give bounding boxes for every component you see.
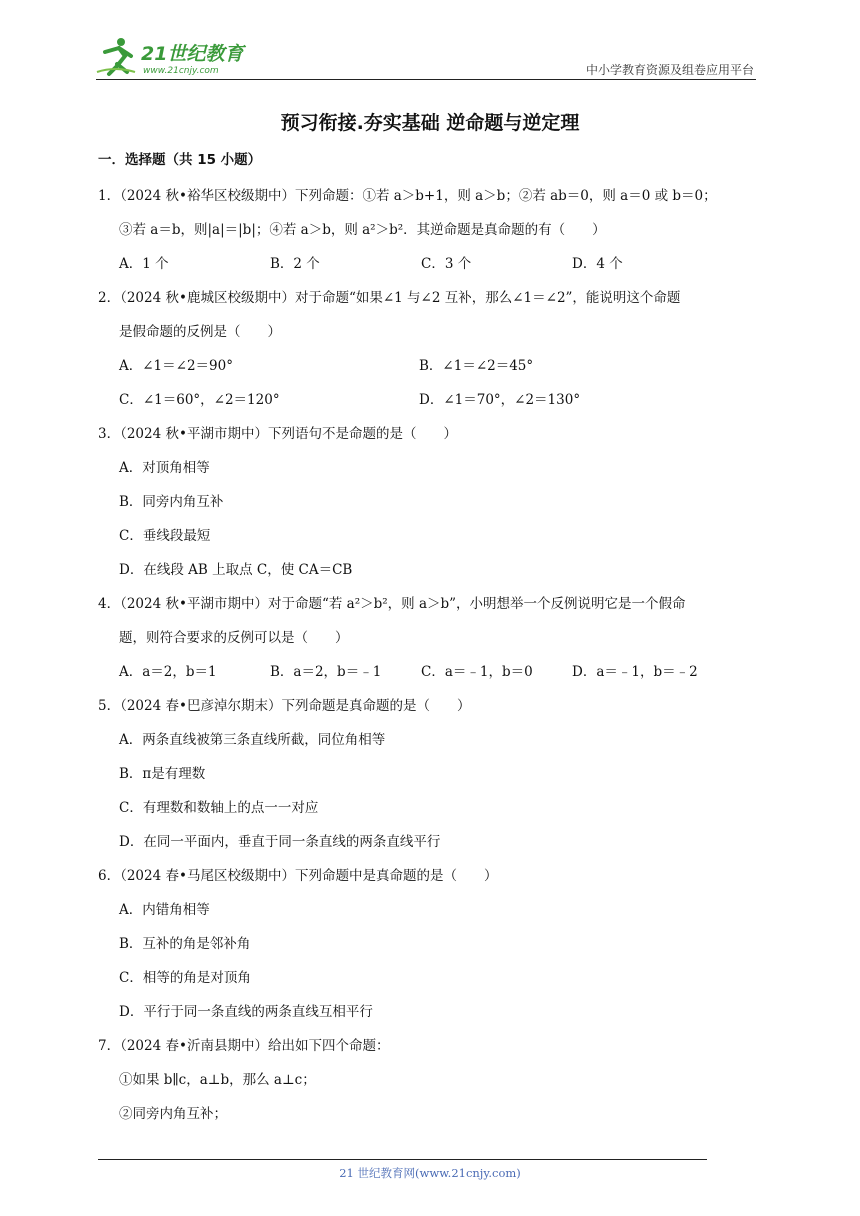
option-a: A．对顶角相等 bbox=[119, 460, 210, 476]
question-5-line-1: 5．（2024 春•巴彦淖尔期末）下列命题是真命题的是（ ） bbox=[98, 698, 471, 714]
question-2-options-row-1 bbox=[98, 349, 763, 383]
question-3-line-1: 3．（2024 秋•平湖市期中）下列语句不是命题的是（ ） bbox=[98, 426, 457, 442]
logo-url: www.21cnjy.com bbox=[143, 66, 219, 76]
question-2 bbox=[98, 281, 763, 417]
option-d: D．∠1＝70°，∠2＝130° bbox=[419, 392, 581, 408]
option-b: B．a＝2，b＝﹣1 bbox=[270, 664, 382, 680]
option-a: A．1 个 bbox=[119, 256, 169, 272]
option-d: D．在同一平面内，垂直于同一条直线的两条直线平行 bbox=[119, 834, 441, 850]
option-a: A．两条直线被第三条直线所截，同位角相等 bbox=[119, 732, 386, 748]
proposition-1: ①如果 b∥c，a⊥b，那么 a⊥c； bbox=[119, 1072, 316, 1088]
question-2-options-row-2 bbox=[98, 383, 763, 417]
option-c: C．3 个 bbox=[421, 256, 472, 272]
site-logo bbox=[95, 36, 265, 78]
question-4 bbox=[98, 587, 763, 689]
question-5 bbox=[98, 689, 763, 859]
option-c: C．相等的角是对顶角 bbox=[119, 970, 251, 986]
question-1-line-1: 1．（2024 秋•裕华区校级期中）下列命题：①若 a＞b+1，则 a＞b；②若 ab＝0，则 a＝0 或 b＝0； bbox=[98, 188, 717, 204]
question-6 bbox=[98, 859, 763, 1029]
question-7 bbox=[98, 1029, 763, 1131]
option-d: D．平行于同一条直线的两条直线互相平行 bbox=[119, 1004, 373, 1020]
option-c: C．有理数和数轴上的点一一对应 bbox=[119, 800, 319, 816]
question-2-line-1: 2．（2024 秋•鹿城区校级期中）对于命题“如果∠1 与∠2 互补，那么∠1＝∠2”，能说明这个命题 bbox=[98, 290, 681, 306]
page-title: 预习衔接.夯实基础 逆命题与逆定理 bbox=[280, 112, 580, 134]
option-b: B．∠1＝∠2＝45° bbox=[419, 358, 534, 374]
runner-icon bbox=[97, 38, 135, 74]
section-heading: 一．选择题（共 15 小题） bbox=[98, 152, 262, 168]
option-a: A．内错角相等 bbox=[119, 902, 210, 918]
option-c: C．垂线段最短 bbox=[119, 528, 211, 544]
option-b: B．同旁内角互补 bbox=[119, 494, 224, 510]
question-3 bbox=[98, 417, 763, 587]
question-1-line-2: ③若 a＝b，则|a|＝|b|；④若 a＞b，则 a²＞b²．其逆命题是真命题的有（ ） bbox=[119, 222, 606, 238]
question-7-line-1: 7．（2024 春•沂南县期中）给出如下四个命题： bbox=[98, 1038, 390, 1054]
option-d: D．4 个 bbox=[572, 256, 623, 272]
question-1 bbox=[98, 179, 763, 281]
proposition-2: ②同旁内角互补； bbox=[119, 1106, 227, 1122]
option-a: A．a＝2，b＝1 bbox=[119, 664, 217, 680]
question-6-line-1: 6．（2024 春•马尾区校级期中）下列命题中是真命题的是（ ） bbox=[98, 868, 498, 884]
question-2-line-2: 是假命题的反例是（ ） bbox=[119, 324, 281, 340]
option-c: C．a＝﹣1，b＝0 bbox=[421, 664, 533, 680]
option-b: B．π是有理数 bbox=[119, 766, 206, 782]
option-c: C．∠1＝60°，∠2＝120° bbox=[119, 392, 280, 408]
document-body bbox=[98, 150, 763, 1131]
option-d: D．a＝﹣1，b＝﹣2 bbox=[572, 664, 698, 680]
header-platform-text: 中小学教育资源及组卷应用平台 bbox=[585, 63, 754, 77]
option-b: B．2 个 bbox=[270, 256, 320, 272]
logo-text: 21世纪教育 bbox=[141, 43, 244, 65]
option-b: B．互补的角是邻补角 bbox=[119, 936, 251, 952]
footer-link[interactable]: 21 世纪教育网(www.21cnjy.com) bbox=[339, 1166, 521, 1180]
header-divider bbox=[96, 79, 756, 80]
question-4-line-2: 题，则符合要求的反例可以是（ ） bbox=[119, 630, 349, 646]
question-4-line-1: 4．（2024 秋•平湖市期中）对于命题“若 a²＞b²，则 a＞b”，小明想举一个反例说明它是一个假命 bbox=[98, 596, 686, 612]
question-1-options bbox=[98, 247, 763, 281]
footer-divider bbox=[98, 1159, 707, 1160]
option-d: D．在线段 AB 上取点 C，使 CA＝CB bbox=[119, 562, 353, 578]
question-4-options bbox=[98, 655, 763, 689]
option-a: A．∠1＝∠2＝90° bbox=[119, 358, 233, 374]
